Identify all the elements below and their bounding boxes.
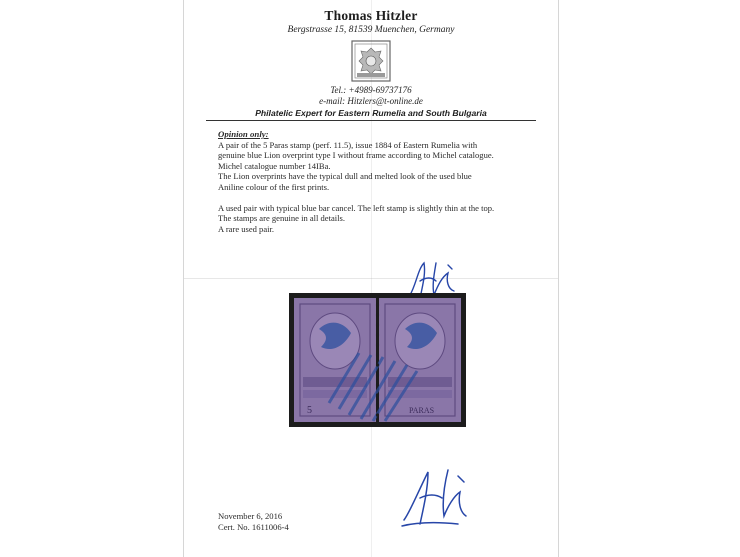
opinion-line-2: Michel catalogue number 14IBa. [218,160,331,171]
opinion-line-3: The Lion overprints have the typical dull and melted look of the used blue [218,171,472,182]
expert-address: Bergstrasse 15, 81539 Muenchen, Germany [287,25,455,35]
header-divider [206,120,536,121]
stamp-left-value: 5 [307,405,312,416]
certificate-footer [218,511,289,532]
opinion-line-0: A pair of the 5 Paras stamp (perf. 11.5), issue 1884 of Eastern Rumelia with [218,139,478,150]
opinion-line-4: Aniline colour of the first prints. [218,181,330,192]
expert-name: Thomas Hitzler [324,8,418,23]
signature-lower [398,462,470,530]
stamp-right [379,298,461,422]
stamp-right-currency: PARAS [409,406,435,415]
expert-seal-icon [351,40,391,82]
certificate-sheet [184,0,558,557]
opinion-line-6: A used pair with typical blue bar cancel. The left stamp is slightly thin at the top. [218,202,495,213]
opinion-gap [218,193,548,203]
opinion-line-8: A rare used pair. [218,223,275,234]
expert-specialty: Philatelic Expert for Eastern Rumelia and South Bulgaria [255,108,487,118]
expert-telephone: Tel.: +4989-69737176 [330,85,412,95]
certificate-header [184,8,558,119]
opinion-line-1: genuine blue Lion overprint type I without frame according to Michel catalogue. [218,150,494,161]
certificate-number: Cert. No. 1611006-4 [218,521,289,532]
expert-email: e-mail: Hitzlers@t-online.de [319,96,423,106]
stamp-left [294,298,376,422]
opinion-block [218,129,548,234]
opinion-heading: Opinion only: [218,129,269,139]
certificate-date: November 6, 2016 [218,511,283,521]
opinion-line-7: The stamps are genuine in all details. [218,213,345,224]
stamp-pair-image [289,293,466,427]
